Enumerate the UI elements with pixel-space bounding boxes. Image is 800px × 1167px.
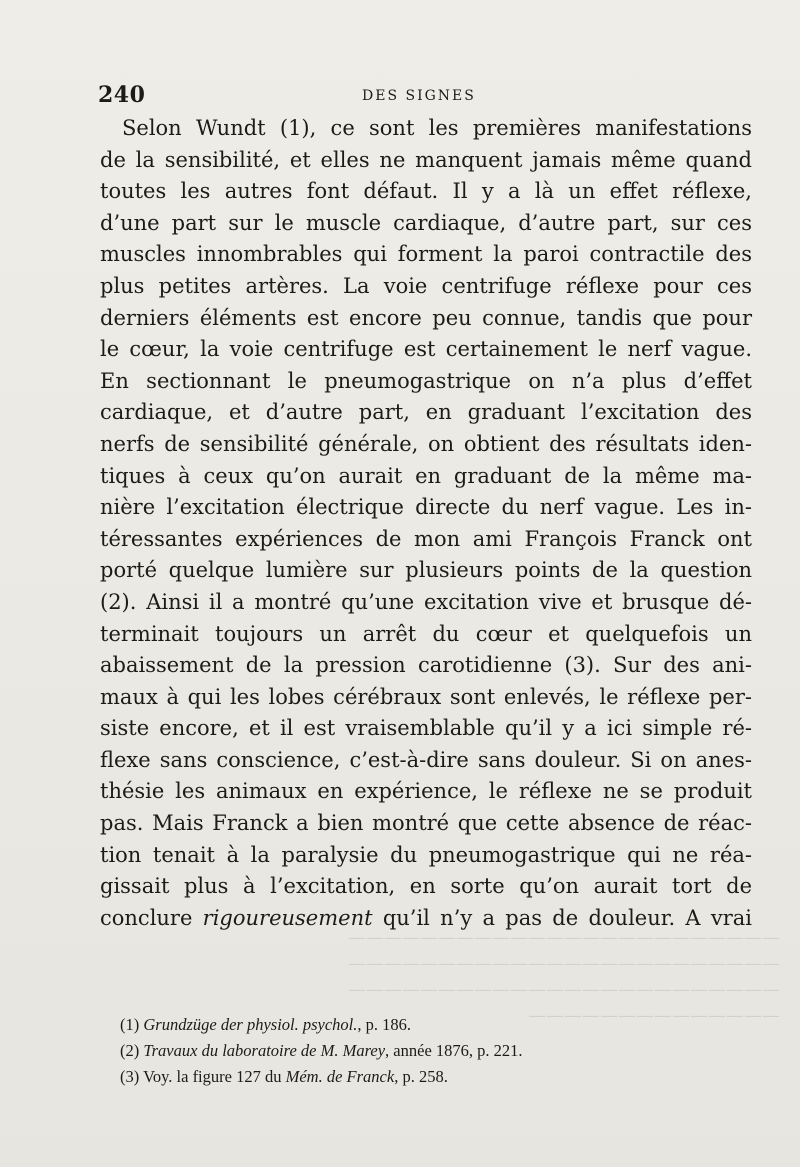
text-line: d’une part sur le muscle cardiaque, d’autre part, sur ces [100, 210, 752, 235]
footnote-2 [120, 1038, 740, 1064]
text-line: derniers éléments est encore peu connue, tandis que pour [100, 305, 752, 330]
footnote-1 [120, 1012, 740, 1038]
text-line: de la sensibilité, et elles ne manquent jamais même quand [100, 147, 752, 172]
text-line: nerfs de sensibilité générale, on obtient des résultats iden- [100, 431, 752, 456]
body-paragraph [100, 113, 752, 934]
text-line: maux à qui les lobes cérébraux sont enlevés, le réflexe per- [100, 684, 752, 709]
text-line: Selon Wundt (1), ce sont les premières manifestations [122, 116, 752, 140]
text-span: qu’il n’y a pas de douleur. A vrai [372, 905, 752, 930]
text-line: toutes les autres font défaut. Il y a là un effet réflexe, [100, 179, 752, 204]
text-line-last [100, 903, 752, 935]
page-number: 240 [98, 82, 146, 108]
text-line: thésie les animaux en expérience, le réflexe ne se produit [100, 779, 752, 804]
text-line: tiques à ceux qu’on aurait en graduant de la même ma- [100, 463, 752, 488]
footnote-title: Travaux du laboratoire de M. Marey [143, 1041, 386, 1060]
text-line: nière l’excitation électrique directe du nerf vague. Les in- [100, 495, 752, 520]
italic-word: rigoureusement [202, 905, 373, 930]
text-line: En sectionnant le pneumogastrique on n’a plus d’effet [100, 368, 752, 393]
running-title: DES SIGNES [362, 88, 476, 104]
footnotes [120, 1012, 740, 1090]
footnote-marker: (2) [120, 1041, 144, 1060]
footnote-rest: , p. 186. [357, 1015, 412, 1034]
text-span: conclure [100, 905, 203, 930]
text-line: siste encore, et il est vraisemblable qu’il y a ici simple ré- [100, 716, 752, 741]
footnote-rest: , année 1876, p. 221. [385, 1041, 523, 1060]
text-line: porté quelque lumière sur plusieurs points de la question [100, 558, 752, 583]
bleed-through-text: ———————————————————————— ———————————————————————— ———————————————————————— —————————————— [348, 927, 780, 1026]
text-line: tion tenait à la paralysie du pneumogastrique qui ne réa- [100, 842, 752, 867]
text-line: plus petites artères. La voie centrifuge réflexe pour ces [100, 273, 752, 298]
page-header [98, 82, 752, 112]
footnote-marker: (3) Voy. la figure 127 du [120, 1067, 286, 1086]
text-line: abaissement de la pression carotidienne (3). Sur des ani- [100, 653, 752, 678]
footnote-rest: , p. 258. [394, 1067, 448, 1086]
text-line: le cœur, la voie centrifuge est certainement le nerf vague. [100, 337, 752, 362]
footnote-3 [120, 1064, 740, 1090]
footnote-marker: (1) [120, 1015, 144, 1034]
text-line: terminait toujours un arrêt du cœur et quelquefois un [100, 621, 752, 646]
text-line: pas. Mais Franck a bien montré que cette absence de réac- [100, 811, 752, 836]
footnote-title: Mém. de Franck [285, 1067, 395, 1086]
text-line: (2). Ainsi il a montré qu’une excitation vive et brusque dé- [100, 589, 752, 614]
footnote-title: Grundzüge der physiol. psychol. [143, 1015, 358, 1034]
text-line: flexe sans conscience, c’est-à-dire sans douleur. Si on anes- [100, 747, 752, 772]
text-line: muscles innombrables qui forment la paroi contractile des [100, 242, 752, 267]
text-line: cardiaque, et d’autre part, en graduant l’excitation des [100, 400, 752, 425]
text-line: téressantes expériences de mon ami François Franck ont [100, 526, 752, 551]
text-line: gissait plus à l’excitation, en sorte qu’on aurait tort de [100, 874, 752, 899]
